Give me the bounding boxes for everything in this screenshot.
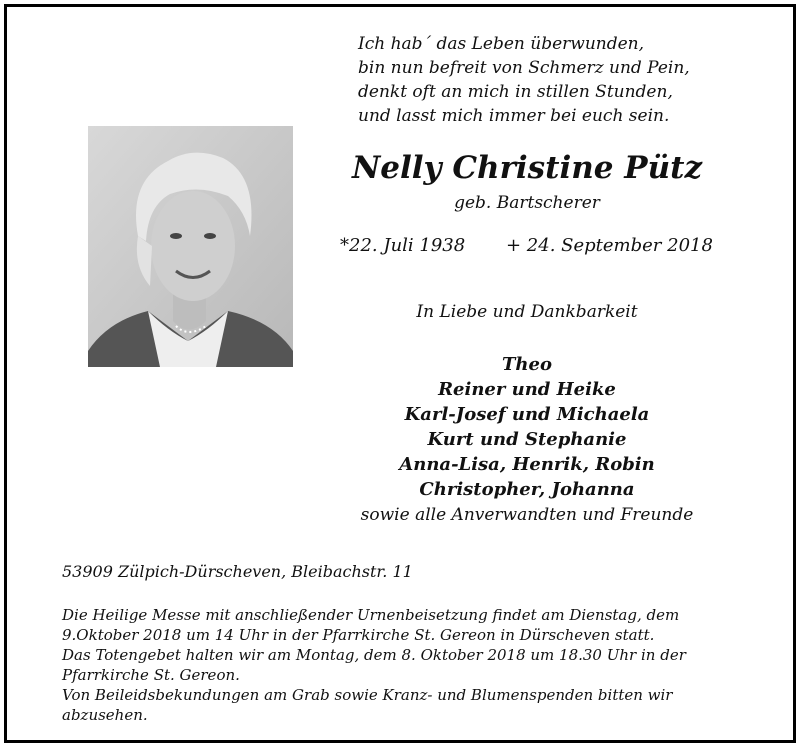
notice-line: Die Heilige Messe mit anschließender Urnenbeisetzung findet am Dienstag, dem	[62, 606, 680, 624]
mourner: Anna-Lisa, Henrik, Robin	[399, 454, 655, 475]
poem-line: denkt oft an mich in stillen Stunden,	[358, 82, 673, 102]
portrait-image	[88, 126, 293, 367]
maiden-name: geb. Bartscherer	[454, 193, 600, 213]
dedication: In Liebe und Dankbarkeit	[416, 302, 638, 322]
mourners-list	[292, 352, 762, 502]
notice-line: Pfarrkirche St. Gereon.	[62, 666, 240, 684]
address: 53909 Zülpich-Dürscheven, Bleibachstr. 11	[62, 562, 413, 581]
mourner: Karl-Josef und Michaela	[404, 404, 650, 425]
other-mourners: sowie alle Anverwandten und Freunde	[360, 505, 694, 525]
mourner: Reiner und Heike	[438, 379, 616, 400]
poem-line: Ich hab´ das Leben überwunden,	[358, 34, 645, 54]
service-notice	[62, 605, 752, 725]
poem	[358, 32, 758, 128]
poem-line: und lasst mich immer bei euch sein.	[358, 106, 670, 126]
notice-line: abzusehen.	[62, 706, 148, 724]
mourner: Christopher, Johanna	[419, 479, 635, 500]
notice-line: 9.Oktober 2018 um 14 Uhr in der Pfarrkirche St. Gereon in Dürscheven statt.	[62, 626, 655, 644]
birth-date: *22. Juli 1938	[340, 235, 466, 256]
mourner: Kurt und Stephanie	[427, 429, 627, 450]
poem-line: bin nun befreit von Schmerz und Pein,	[358, 58, 690, 78]
notice-line: Das Totengebet halten wir am Montag, dem 8. Oktober 2018 um 18.30 Uhr in der	[62, 646, 686, 664]
death-date: + 24. September 2018	[506, 235, 713, 256]
notice-line: Von Beileidsbekundungen am Grab sowie Kranz- und Blumenspenden bitten wir	[62, 686, 673, 704]
portrait-photo	[88, 126, 293, 367]
deceased-name: Nelly Christine Pütz	[351, 150, 703, 186]
mourner: Theo	[502, 354, 552, 375]
